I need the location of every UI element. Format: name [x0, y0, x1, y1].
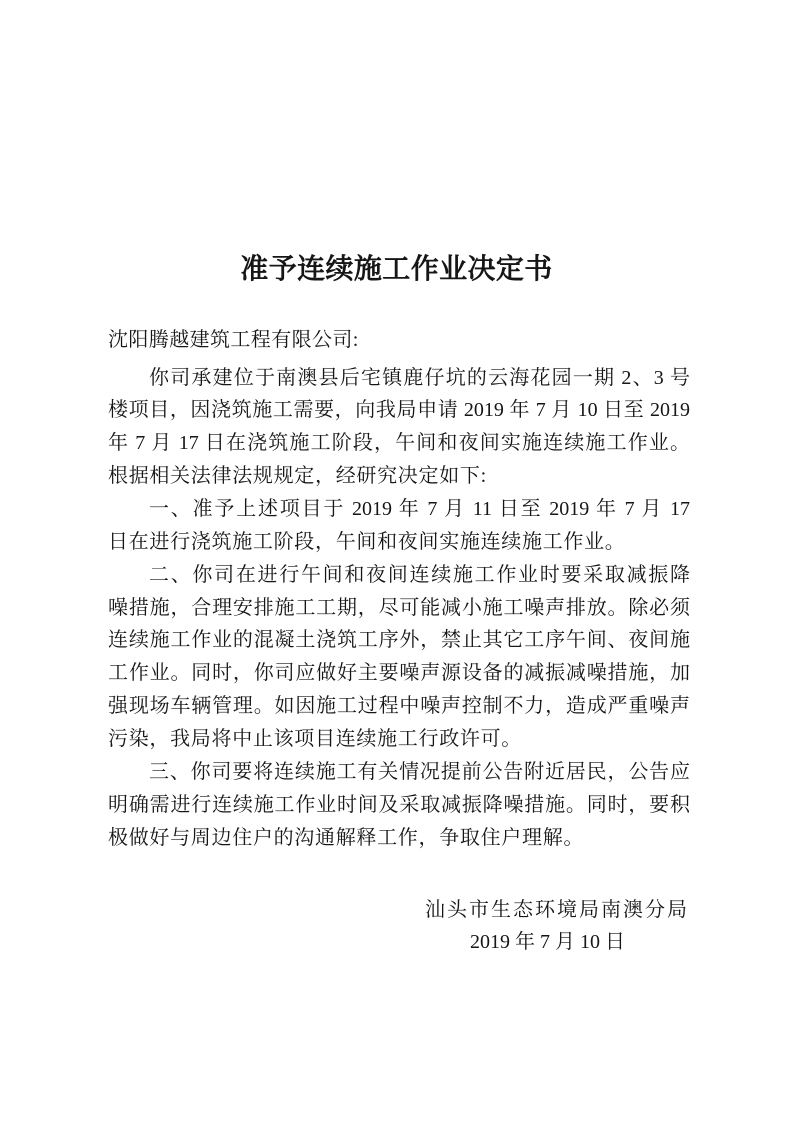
text-line: 噪措施，合理安排施工工期，尽可能减小施工噪声排放。除必须 — [108, 596, 690, 619]
document-title: 准予连续施工作业决定书 — [240, 254, 553, 285]
text-line: 年 7 月 17 日在浇筑施工阶段，午间和夜间实施连续施工作业。 — [108, 432, 690, 455]
signature-date: 2019 年 7 月 10 日 — [470, 930, 625, 953]
text-line: 连续施工作业的混凝土浇筑工序外，禁止其它工序午间、夜间施 — [108, 629, 690, 652]
text-line: 强现场车辆管理。如因施工过程中噪声控制不力，造成严重噪声 — [108, 695, 690, 718]
paragraph-decision-2 — [108, 559, 690, 756]
text-line: 明确需进行连续施工作业时间及采取减振降噪措施。同时，要积 — [108, 793, 690, 816]
text-line: 楼项目，因浇筑施工需要，向我局申请 2019 年 7 月 10 日至 2019 — [108, 399, 690, 422]
text-line: 二、你司在进行午间和夜间连续施工作业时要采取减振降 — [149, 563, 690, 586]
text-line: 污染，我局将中止该项目连续施工行政许可。 — [108, 728, 522, 751]
text-line: 一、准予上述项目于 2019 年 7 月 11 日至 2019 年 7 月 17 — [149, 498, 690, 521]
text-line: 极做好与周边住户的沟通解释工作，争取住户理解。 — [108, 826, 585, 849]
addressee: 沈阳腾越建筑工程有限公司: — [108, 328, 359, 351]
document-body — [108, 362, 690, 855]
text-line: 你司承建位于南澳县后宅镇鹿仔坑的云海花园一期 2、3 号 — [149, 366, 690, 389]
paragraph-application — [108, 362, 690, 493]
text-line: 日在进行浇筑施工阶段，午间和夜间实施连续施工作业。 — [108, 530, 626, 553]
text-line: 根据相关法律法规规定，经研究决定如下: — [108, 465, 487, 488]
text-line: 三、你司要将连续施工有关情况提前公告附近居民，公告应 — [149, 760, 690, 783]
paragraph-decision-3 — [108, 756, 690, 855]
paragraph-decision-1 — [108, 493, 690, 559]
signature-issuer: 汕头市生态环境局南澳分局 — [425, 898, 689, 921]
text-line: 工作业。同时，你司应做好主要噪声源设备的减振减噪措施，加 — [108, 662, 690, 685]
